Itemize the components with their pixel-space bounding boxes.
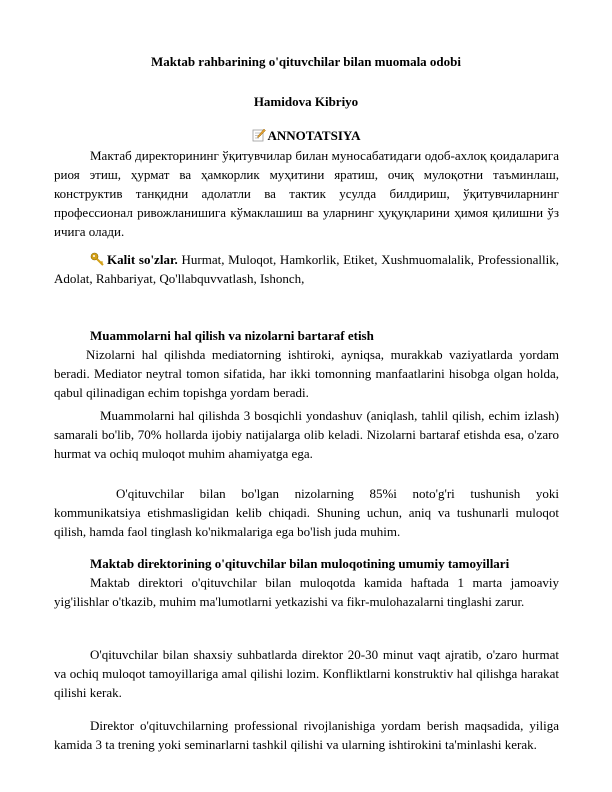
- annotation-paragraph: [54, 146, 559, 241]
- key-icon: [90, 252, 105, 266]
- section1-heading: Muammolarni hal qilish va nizolarni bartaraf etish: [90, 328, 374, 343]
- memo-pencil-icon: [252, 128, 266, 142]
- section1-paragraph-3: [54, 484, 559, 541]
- section2-paragraph-2: [54, 645, 559, 702]
- keywords-text: Hurmat, Muloqot, Hamkorlik, Etiket, Xushmuomalalik, Professionallik, Adolat, Rahbariyat, Qo'llabquvvatlash, Ishonch,: [54, 252, 560, 286]
- section2-heading: Maktab direktorining o'qituvchilar bilan muloqotining umumiy tamoyillari: [90, 556, 510, 571]
- section1-paragraph-1: [54, 345, 559, 402]
- section2-paragraph-1: [54, 573, 559, 611]
- section1-paragraph-3-text: O'qituvchilar bilan bo'lgan nizolarning 85%i noto'g'ri tushunish yoki kommunikatsiya etishmasligidan kelib chiqadi. Shuning uchun, aniq va tushunarli muloqot qilish, hamda faol tinglash ko'nikmalariga ega bo'lish juda muhim.: [54, 486, 559, 539]
- annotation-heading: ANNOTATSIYA: [267, 128, 361, 143]
- document-author: Hamidova Kibriyo: [253, 94, 359, 109]
- section2-paragraph-3: [54, 716, 559, 754]
- section1-paragraph-1-text: Nizolarni hal qilishda mediatorning ishtiroki, ayniqsa, murakkab vaziyatlarda yordam beradi. Mediator neytral tomon sifatida, har ikki tomonning manfaatlarini hisobga olgan holda, qabul qilinadigan echim topishga yordam beradi.: [54, 347, 559, 400]
- section1-paragraph-2: [54, 406, 559, 463]
- annotation-text: Мактаб директорининг ўқитувчилар билан муносабатидаги одоб-ахлоқ қоидаларига риоя этиш, ҳурмат ва ҳамкорлик муҳитини яратиш, очиқ мулоқотни таъминлаш, конструктив танқидни адолатли ва тактик усулда билдириш, ўқитувчиларнинг профессионал ривожланишига кўмаклашиш ва уларнинг ҳуқуқларини ҳимоя қилишни ўз ичига олади.: [54, 148, 559, 239]
- annotation-heading-row: [0, 128, 612, 144]
- keywords-label: Kalit so'zlar.: [107, 252, 178, 267]
- document-title: Maktab rahbarining o'qituvchilar bilan muomala odobi: [150, 54, 462, 69]
- section2-paragraph-2-text: O'qituvchilar bilan shaxsiy suhbatlarda direktor 20-30 minut vaqt ajratib, o'zaro hurmat va ochiq muloqot tamoyillariga amal qilishi lozim. Konfliktlarni konstruktiv hal qilishga harakat qilishi kerak.: [54, 647, 559, 700]
- section2-paragraph-1-text: Maktab direktori o'qituvchilar bilan muloqotda kamida haftada 1 marta jamoaviy yig'ilishlar o'tkazib, muhim ma'lumotlarni yetkazishi va fikr-mulohazalarni tinglashi zarur.: [54, 575, 559, 609]
- keywords-paragraph: [54, 250, 559, 288]
- section1-paragraph-2-text: Muammolarni hal qilishda 3 bosqichli yondashuv (aniqlash, tahlil qilish, echim izlash) samarali bo'lib, 70% hollarda ijobiy natijalarga olib keladi. Nizolarni bartaraf etishda esa, o'zaro hurmat va ochiq muloqot muhim ahamiyatga ega.: [54, 408, 559, 461]
- section2-paragraph-3-text: Direktor o'qituvchilarning professional rivojlanishiga yordam berish maqsadida, yiliga kamida 3 ta trening yoki seminarlarni tashkil qilishi va ularning ishtirokini ta'minlashi kerak.: [54, 718, 559, 752]
